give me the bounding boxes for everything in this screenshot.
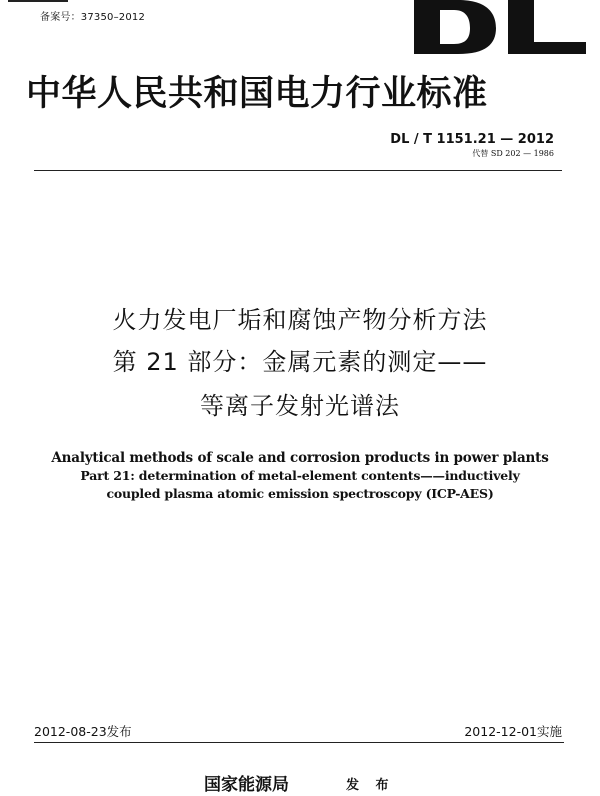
english-title-line-2: Part 21: determination of metal-element contents——inductively: [80, 468, 520, 483]
replaces-standard: 代替 SD 202 — 1986: [472, 149, 554, 158]
header-divider: [34, 170, 562, 171]
publish-label: 发 布: [346, 778, 395, 793]
footer-divider: [34, 742, 564, 743]
dl-logo: [396, 0, 592, 56]
standard-category-title: 中华人民共和国电力行业标准: [26, 73, 488, 114]
english-title-line-3: coupled plasma atomic emission spectroscopy (ICP-AES): [106, 486, 494, 501]
english-title-line-1: Analytical methods of scale and corrosion products in power plants: [51, 450, 549, 466]
logo-letter-d: [414, 0, 496, 54]
chinese-title-line-3: 等离子发射光谱法: [200, 392, 400, 420]
logo-letter-l: [508, 0, 586, 54]
top-left-rule-fragment: [8, 0, 68, 8]
issue-date: 2012-08-23发布: [34, 724, 132, 739]
chinese-title-line-2: 第 21 部分：金属元素的测定——: [112, 348, 488, 376]
publisher-name: 国家能源局: [204, 775, 289, 795]
record-number: 备案号：37350–2012: [40, 12, 146, 23]
chinese-title-line-1: 火力发电厂垢和腐蚀产物分析方法: [112, 306, 488, 334]
standard-number: DL / T 1151.21 — 2012: [390, 132, 554, 147]
implementation-date: 2012-12-01实施: [464, 724, 562, 739]
